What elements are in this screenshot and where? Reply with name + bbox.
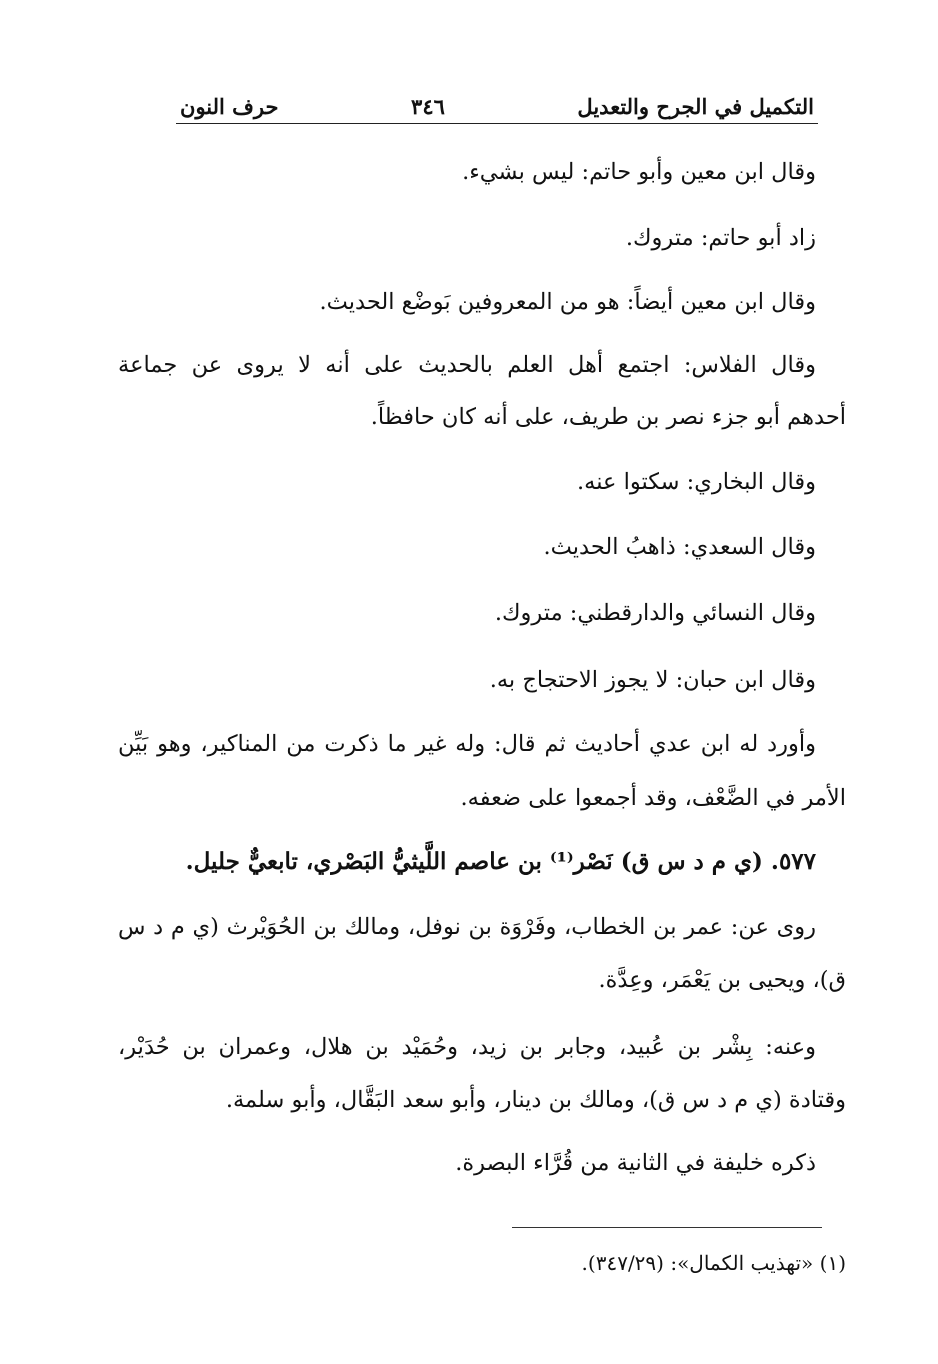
text-line: وقال ابن معين وأبو حاتم: ليس بشيء. (462, 159, 816, 185)
page-number: ٣٤٦ (407, 94, 449, 119)
running-header (176, 84, 818, 128)
book-title: التكميل في الجرح والتعديل (573, 94, 818, 119)
section-title: حرف النون (176, 94, 283, 119)
text-line: ق)، ويحيى بن يَعْمَر، وعِدَّة. (598, 967, 846, 993)
text-line: الأمر في الضَّعْف، وقد أجمعوا على ضعفه. (460, 785, 846, 811)
text-line: أحدهم أبو جزء نصر بن طريف، على أنه كان حافظاً. (370, 404, 846, 430)
text-line: وأورد له ابن عدي أحاديث ثم قال: وله غير ما ذكرت من المناكير، وهو بَيِّن (118, 731, 816, 757)
text-line: وقال الفلاس: اجتمع أهل العلم بالحديث على أنه لا يروى عن جماعة (118, 352, 816, 378)
footnote-rule (512, 1227, 822, 1228)
text-line: وقتادة (ي م د س ق)، ومالك بن دينار، وأبو سعد البَقَّال، وأبو سلمة. (225, 1087, 846, 1113)
text-line: وقال النسائي والدارقطني: متروك. (494, 600, 816, 626)
text-line: زاد أبو حاتم: متروك. (625, 225, 816, 251)
entry-heading: ٥٧٧. (ي م د س ق) نَصْر⁽¹⁾ بن عاصم اللَّيثيُّ البَصْري، تابعيٌّ جليل. (185, 848, 816, 875)
header-rule (176, 123, 818, 124)
text-line: وعنه: بِشْر بن عُبيد، وجابر بن زيد، وحُمَيْد بن هلال، وعمران بن حُدَيْر، (118, 1034, 816, 1060)
text-line: روى عن: عمر بن الخطاب، وفَرْوَة بن نوفل، ومالك بن الحُوَيْرث (ي م د س (118, 914, 816, 940)
text-line: وقال البخاري: سكتوا عنه. (577, 469, 816, 495)
footnote: (١) «تهذيب الكمال»: (٣٤٧/٢٩). (581, 1251, 846, 1275)
text-line: وقال ابن معين أيضاً: هو من المعروفين بَوضْع الحديث. (319, 289, 816, 315)
text-line: وقال السعدي: ذاهبُ الحديث. (543, 534, 816, 560)
text-line: وقال ابن حبان: لا يجوز الاحتجاج به. (489, 667, 816, 693)
text-line: ذكره خليفة في الثانية من قُرَّاء البصرة. (455, 1150, 816, 1176)
